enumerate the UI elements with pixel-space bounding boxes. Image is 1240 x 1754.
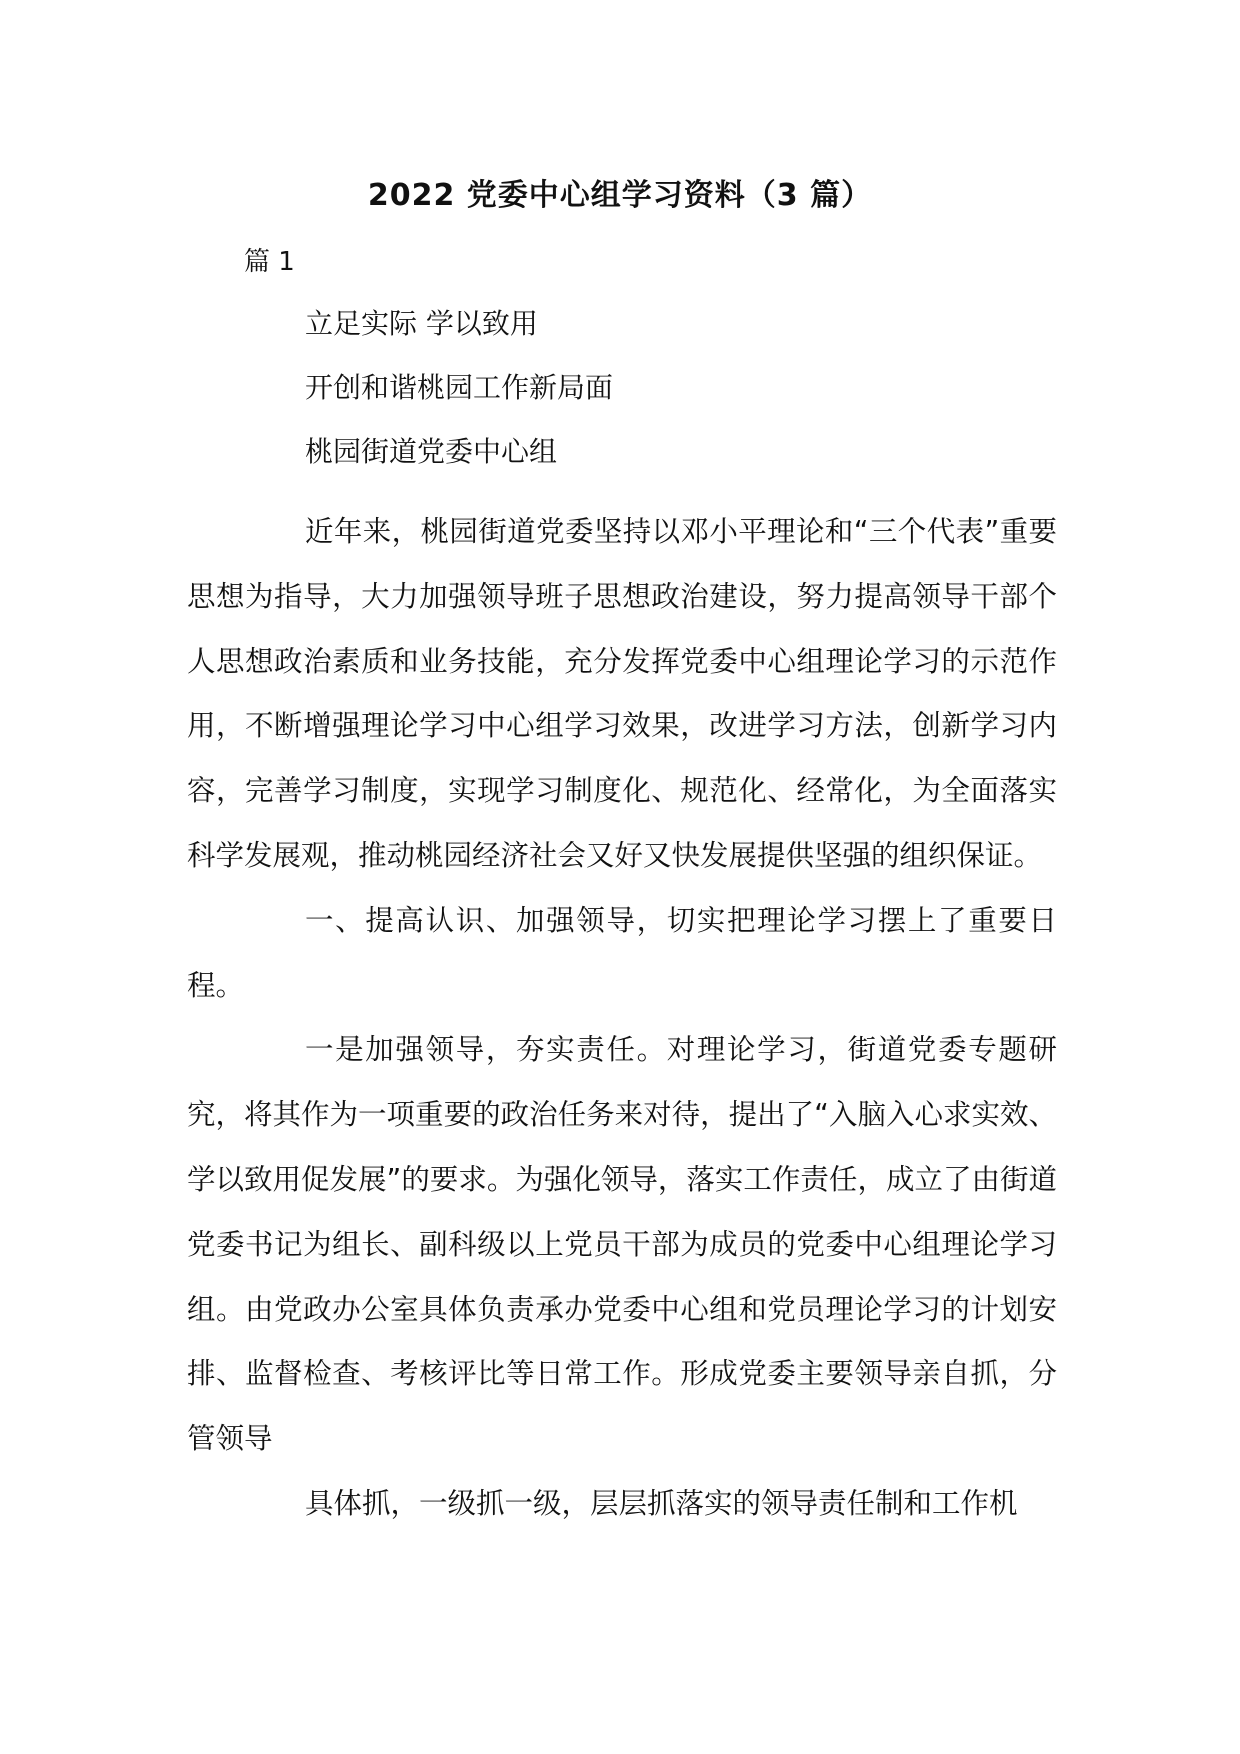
subtitle-line-1: 立足实际 学以致用 — [305, 307, 538, 340]
body-text — [187, 500, 1057, 1537]
subtitle-line-3: 桃园街道党委中心组 — [305, 435, 558, 468]
document-title: 2022 党委中心组学习资料（3 篇） — [367, 178, 873, 213]
paragraph: 具体抓，一级抓一级，层层抓落实的领导责任制和工作机 — [305, 1486, 1018, 1520]
paragraph: 近年来，桃园街道党委坚持以邓小平理论和“三个代表”重要思想为指导，大力加强领导班子思想政治建设，努力提高领导干部个人思想政治素质和业务技能，充分发挥党委中心组理论学习的示范作用，不断增强理论学习中心组学习效果，改进学习方法，创新学习内容，完善学习制度，实现学习制度化、规范化、经常化，为全面落实科学发展观，推动桃园经济社会又好又快发展提供坚强的组织保证。 — [187, 515, 1057, 872]
subtitle-line-2: 开创和谐桃园工作新局面 — [305, 371, 614, 404]
paragraph: 一是加强领导，夯实责任。对理论学习，街道党委专题研究，将其作为一项重要的政治任务来对待，提出了“入脑入心求实效、学以致用促发展”的要求。为强化领导，落实工作责任，成立了由街道党委书记为组长、副科级以上党员干部为成员的党委中心组理论学习组。由党政办公室具体负责承办党委中心组和党员理论学习的计划安排、监督检查、考核评比等日常工作。形成党委主要领导亲自抓，分管领导 — [187, 1033, 1057, 1456]
section-label: 篇 1 — [244, 247, 295, 277]
paragraph: 一、提高认识、加强领导，切实把理论学习摆上了重要日程。 — [187, 903, 1057, 1002]
